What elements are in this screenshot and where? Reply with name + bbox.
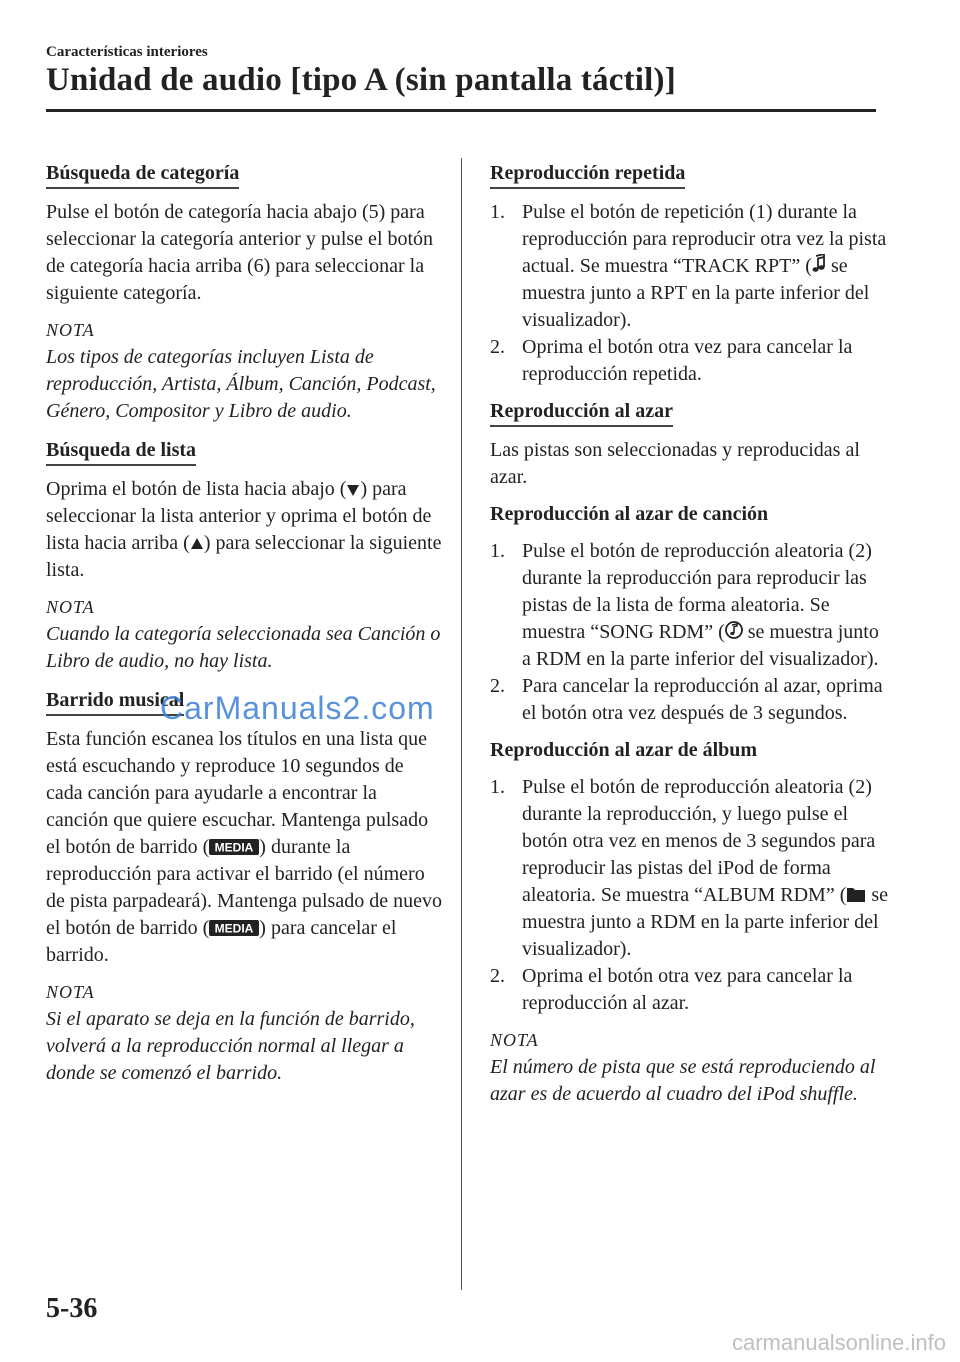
title-rule xyxy=(46,109,876,112)
category-search-heading: Búsqueda de categoría xyxy=(46,160,239,189)
list-item: 1. Pulse el botón de reproducción aleatoria (2) durante la reproducción, y luego pulse el botón otra vez en menos de 3 segundos para reproducir las pistas del iPod de forma aleatoria. Se muestra “ALBUM RDM” ( se muestra junto a RDM en la parte inferior del visualizador). xyxy=(490,776,889,960)
album-random-heading: Reproducción al azar de álbum xyxy=(490,739,758,761)
scan-note: Si el aparato se deja en la función de barrido, volverá a la reproducción normal al llegar a donde se comenzó el barrido. xyxy=(46,1008,415,1084)
page-title: Unidad de audio [tipo A (sin pantalla táctil)] xyxy=(46,62,676,98)
music-note-icon xyxy=(812,254,826,274)
repeat-steps xyxy=(490,199,890,388)
list-item: 1. Pulse el botón de reproducción aleatoria (2) durante la reproducción para reproducir las pistas de la lista de forma aleatoria. Se muestra “SONG RDM” ( se muestra junto a RDM en la parte inferior del visualizador). xyxy=(490,540,879,670)
note-label: NOTA xyxy=(490,1030,539,1050)
list-item: 2. Oprima el botón otra vez para cancelar la reproducción al azar. xyxy=(490,965,853,1014)
media-button-icon xyxy=(209,920,259,936)
category-note: Los tipos de categorías incluyen Lista de reproducción, Artista, Álbum, Canción, Podcast, Género, Compositor y Libro de audio. xyxy=(46,346,436,422)
song-random-heading: Reproducción al azar de canción xyxy=(490,503,769,525)
song-random-steps xyxy=(490,538,890,727)
media-button-icon xyxy=(209,839,259,855)
category-search-text: Pulse el botón de categoría hacia abajo (5) para seleccionar la categoría anterior y pulse el botón de categoría hacia arriba (6) para seleccionar la siguiente categoría. xyxy=(46,201,434,304)
section-label: Características interiores xyxy=(46,44,208,60)
list-search-heading: Búsqueda de lista xyxy=(46,437,196,466)
column-divider xyxy=(461,158,462,1290)
repeat-heading: Reproducción repetida xyxy=(490,160,685,189)
random-heading: Reproducción al azar xyxy=(490,398,673,427)
music-scan-text: Esta función escanea los títulos en una lista que está escuchando y reproduce 10 segundos de cada canción para ayudarle a encontrar la canción que quiere escuchar. Mantenga pulsado el botón de barrido ( MEDIA ) durante la reproducción para activar el barrido (el número de pista parpadeará). Mantenga pulsado de nuevo el botón de barrido ( MEDIA ) para cancelar el barrido. xyxy=(46,728,442,966)
list-search-text: Oprima el botón de lista hacia abajo ( ) para seleccionar la lista anterior y oprima el botón de lista hacia arriba ( ) para seleccionar la siguiente lista. xyxy=(46,478,442,581)
site-watermark: carmanualsonline.info xyxy=(731,1330,946,1355)
media-label: MEDIA xyxy=(214,921,254,936)
album-note: El número de pista que se está reproduciendo al azar es de acuerdo al cuadro del iPod shuffle. xyxy=(490,1056,876,1105)
folder-icon xyxy=(846,885,866,903)
media-label: MEDIA xyxy=(214,840,254,855)
watermark: CarManuals2.com xyxy=(160,690,435,726)
note-label: NOTA xyxy=(46,982,95,1002)
note-label: NOTA xyxy=(46,320,95,340)
album-random-steps xyxy=(490,774,890,1017)
list-note: Cuando la categoría seleccionada sea Canción o Libro de audio, no hay lista. xyxy=(46,623,441,672)
random-text: Las pistas son seleccionadas y reproducidas al azar. xyxy=(490,439,860,488)
list-item: 2. Oprima el botón otra vez para cancelar la reproducción repetida. xyxy=(490,336,853,385)
list-item: 1. Pulse el botón de repetición (1) durante la reproducción para reproducir otra vez la pista actual. Se muestra “TRACK RPT” ( se muestra junto a RPT en la parte inferior del visualizador). xyxy=(490,201,887,331)
triangle-down-icon xyxy=(346,483,360,497)
triangle-up-icon xyxy=(190,537,204,551)
list-item: 2. Para cancelar la reproducción al azar, oprima el botón otra vez después de 3 segundos. xyxy=(490,675,883,724)
left-column xyxy=(46,160,444,1099)
right-column xyxy=(490,160,890,1120)
music-scan-heading: Barrido musical xyxy=(46,687,184,716)
note-label: NOTA xyxy=(46,597,95,617)
page-number: 5-36 xyxy=(46,1293,98,1324)
shuffle-song-icon xyxy=(725,620,743,640)
